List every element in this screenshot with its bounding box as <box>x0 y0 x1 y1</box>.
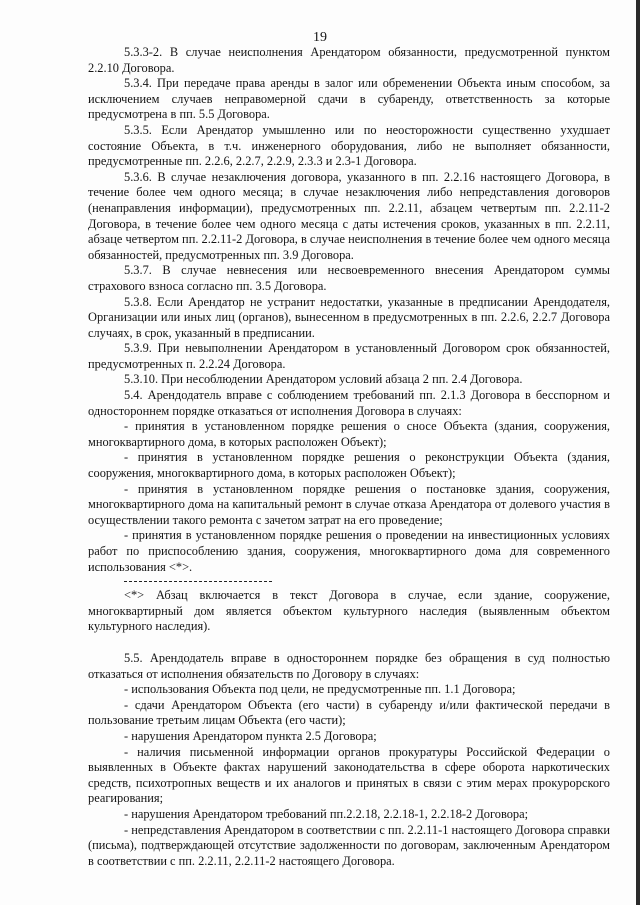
paragraph-5-3-6: 5.3.6. В случае незаключения договора, указанного в пп. 2.2.16 настоящего Договора, в течение более чем одного месяца; в случае незаключения либо непредставления договоров (ненаправления информации), предусмотренных пп. 2.2.11, абзацем четвертым пп. 2.2.11-2 Договора, в течение более чем одного месяца с даты истечения сроков, указанных в пп. 2.2.11, абзаце четвертом пп. 2.2.11-2 Договора, в случае неисполнения в течение более чем одного месяца обязанностей, предусмотренных пп. 3.9 Договора. <box>88 169 610 262</box>
page-number: 19 <box>313 30 327 45</box>
paragraph-5-4: 5.4. Арендодатель вправе с соблюдением требований пп. 2.1.3 Договора в бесспорном и одностороннем порядке отказаться от исполнения Договора в случаях: <box>88 388 610 418</box>
list-item-sublease: - сдачи Арендатором Объекта (его части) в субаренду и/или фактической передачи в пользование третьим лицам Объекта (его части); <box>88 697 610 728</box>
footnote-separator <box>124 581 272 582</box>
paragraph-5-3-10: 5.3.10. При несоблюдении Арендатором условий абзаца 2 пп. 2.4 Договора. <box>124 372 523 387</box>
list-item-prosecutor-info: - наличия письменной информации органов прокуратуры Российской Федерации о выявленных в Объекте фактах нарушений законодательства в сфере оборота наркотических средств, психотропных веществ и их аналогов и принятых в связи с этим мерах прокурорского реагирования; <box>88 744 610 806</box>
list-item-debt-certificate: - непредставления Арендатором в соответствии с пп. 2.2.11-1 настоящего Договора справки (письма), подтверждающей отсутствие задолженности по договорам, заключенным Арендатором в соответствии с пп. 2.2.11, 2.2.11-2 настоящего Договора. <box>88 822 610 868</box>
paragraph-5-3-9: 5.3.9. При невыполнении Арендатором в установленный Договором срок обязанностей, предусмотренных п. 2.2.24 Договора. <box>88 341 610 371</box>
scan-edge <box>636 0 640 905</box>
paragraph-5-3-7: 5.3.7. В случае невнесения или несвоевременного внесения Арендатором суммы страхового взноса согласно пп. 3.5 Договора. <box>88 263 610 293</box>
footnote-block <box>88 581 610 635</box>
list-item-misuse: - использования Объекта под цели, не предусмотренные пп. 1.1 Договора; <box>124 682 516 697</box>
footnote-text: <*> Абзац включается в текст Договора в случае, если здание, сооружение, многоквартирный дом является объектом культурного наследия (выявленным объектом культурного наследия). <box>88 588 610 634</box>
paragraph-5-3-8: 5.3.8. Если Арендатор не устранит недостатки, указанные в предписании Арендодателя, Организации или иных лиц (органов), вынесенном в предусмотренных в пп. 2.2.6, 2.2.7 Договора случаях, в срок, указанный в предписании. <box>88 294 610 340</box>
section-gap <box>88 635 610 651</box>
list-item-clause-2-5: - нарушения Арендатором пункта 2.5 Договора; <box>124 728 377 743</box>
list-item-clause-2-2-18: - нарушения Арендатором требований пп.2.2.18, 2.2.18-1, 2.2.18-2 Договора; <box>124 806 529 821</box>
paragraph-5-3-3-2: 5.3.3-2. В случае неисполнения Арендатором обязанности, предусмотренной пунктом 2.2.10 Договора. <box>88 45 610 75</box>
list-item-demolition: - принятия в установленном порядке решения о сносе Объекта (здания, сооружения, многоквартирного дома, в которых расположен Объект); <box>88 419 610 449</box>
document-body <box>88 45 610 869</box>
paragraph-5-3-5: 5.3.5. Если Арендатор умышленно или по неосторожности существенно ухудшает состояние Объекта, в т.ч. инженерного оборудования, либо не выполняет обязанности, предусмотренные пп. 2.2.6, 2.2.7, 2.2.9, 2.3.3 и 2.3-1 Договора. <box>88 122 610 169</box>
list-item-reconstruction: - принятия в установленном порядке решения о реконструкции Объекта (здания, сооружения, многоквартирного дома, в которых расположен Объект); <box>88 450 610 481</box>
list-item-capital-repair: - принятия в установленном порядке решения о постановке здания, сооружения, многоквартирного дома на капитальный ремонт в случае отказа Арендатора от долевого участия в осуществлении такого ремонта с зачетом затрат на его проведение; <box>88 481 610 527</box>
paragraph-5-5: 5.5. Арендодатель вправе в одностороннем порядке без обращения в суд полностью отказаться от исполнения обязательств по Договору в случаях: <box>88 650 610 681</box>
paragraph-5-3-4: 5.3.4. При передаче права аренды в залог или обременении Объекта иным способом, за исключением случаев неправомерной сдачи в субаренду, ответственность за которые предусмотрена в пп. 5.5 Договора. <box>88 76 610 122</box>
list-item-investment-works: - принятия в установленном порядке решения о проведении на инвестиционных условиях работ по приспособлению здания, сооружения, многоквартирного дома для современного использования <*>. <box>88 528 610 574</box>
